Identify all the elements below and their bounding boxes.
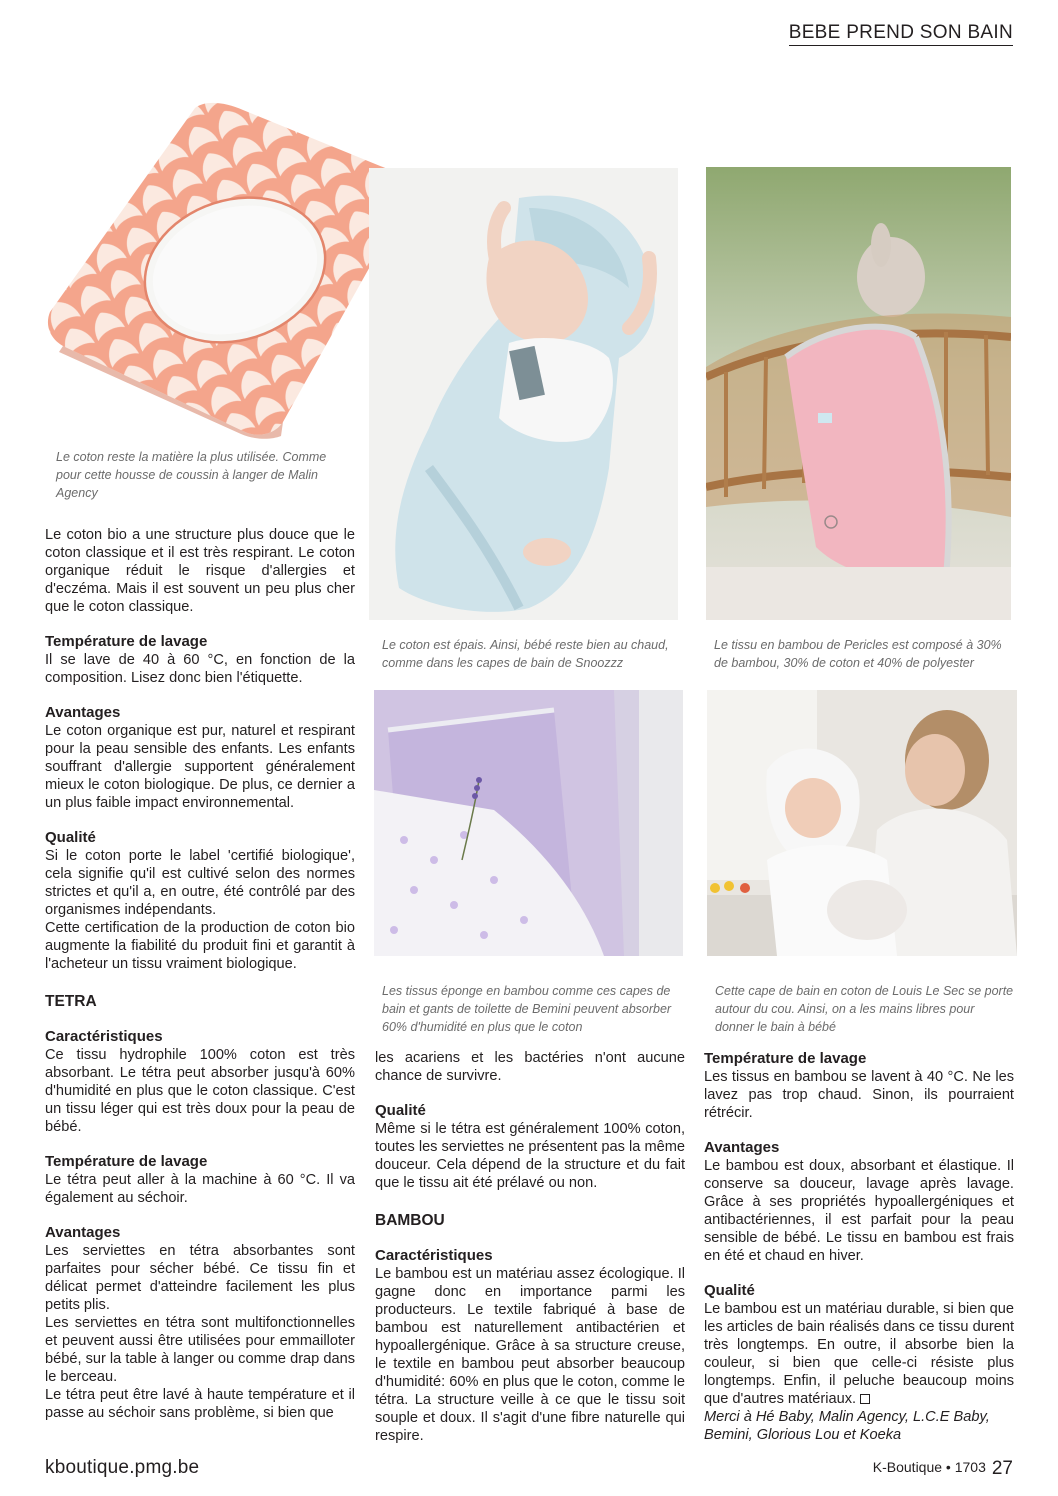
paragraph-temperature-tetra: Le tétra peut aller à la machine à 60 °C. Il va également au séchoir. [45,1172,355,1206]
caption-cushion: Le coton reste la matière la plus utilisée. Comme pour cette housse de coussin à langer de Malin Agency [56,450,327,500]
paragraph-quality-1: Si le coton porte le label 'certifié biologique', cela signifie qu'il est cultivé selon des normes strictes et qu'il a, en outre, été contrôlé par des organismes indépendants. [45,848,355,918]
subheading-quality-bambou: Qualité [704,1282,755,1299]
baby-in-bath-cape-photo [369,168,678,620]
subheading-characteristics-bambou: Caractéristiques [375,1247,493,1264]
paragraph-continuation: les acariens et les bactéries n'ont aucune chance de survivre. [375,1050,685,1084]
paragraph-characteristics: Ce tissu hydrophile 100% coton est très absorbant. Le tétra peut absorber jusqu'à 60% d'humidité en plus que le coton classique. C'est un tissu léger qui est très doux pour la peau de bébé. [45,1047,355,1135]
paragraph-advantages-tetra-1: Les serviettes en tétra absorbantes sont parfaites pour sécher bébé. Ce tissu fin et délicat permet d'atteindre facilement les plus petits plis. [45,1243,355,1313]
footer-website: kboutique.pmg.be [45,1457,200,1478]
pink-towel-on-crib-photo [706,167,1011,620]
page-section-title: BEBE PREND SON BAIN [789,22,1013,46]
paragraph-advantages: Le coton organique est pur, naturel et respirant pour la peau sensible des enfants. Les enfants souffrant d'allergie supportent généralement mieux le coton biologique. De plus, ce dernier a un plus faible impact environnemental. [45,723,355,811]
paragraph-quality-tetra: Même si le tétra est généralement 100% coton, toutes les serviettes ne présentent pas la même douceur. Cela dépend de la structure et du fait que le tissu ait été prélavé ou non. [375,1121,685,1191]
text-column-1 [45,526,355,1422]
paragraph-quality-bambou: Le bambou est un matériau durable, si bien que les articles de bain réalisés dans ce tissu durent très longtemps. En outre, il absorbe bien la couleur, si bien que celle-ci résiste plus longtemps. Enfin, il peluche beaucoup moins que d'autres matériaux. [704,1301,1014,1407]
subheading-temperature: Température de lavage [45,633,208,650]
subheading-advantages-tetra: Avantages [45,1224,121,1241]
lilac-bath-capes-photo [374,690,683,956]
subheading-quality-tetra: Qualité [375,1102,426,1119]
page-number: 27 [991,1458,1013,1479]
subheading-temperature-tetra: Température de lavage [45,1153,208,1170]
section-heading-tetra: TETRA [45,993,97,1010]
caption-bemini: Les tissus éponge en bambou comme ces capes de bain et gants de toilette de Bemini peuvent absorber 60% d'humidité en plus que le coton [382,984,672,1034]
caption-snoozzz: Le coton est épais. Ainsi, bébé reste bien au chaud, comme dans les capes de bain de Snoozzz [382,638,669,670]
end-square-icon [860,1394,870,1404]
paragraph-temperature-bambou: Les tissus en bambou se lavent à 40 °C. Ne les lavez pas trop chaud. Sinon, ils pourraient rétrécir. [704,1069,1014,1121]
subheading-quality: Qualité [45,829,96,846]
changing-cushion-photo [45,100,413,440]
paragraph-temperature: Il se lave de 40 à 60 °C, en fonction de la composition. Lisez donc bien l'étiquette. [45,652,355,686]
subheading-characteristics: Caractéristiques [45,1028,163,1045]
paragraph-advantages-tetra-2: Les serviettes en tétra sont multifonctionnelles et peuvent aussi être utilisées pour emmailloter bébé, sur la table à langer ou comme drap dans le berceau. [45,1315,355,1385]
section-heading-bambou: BAMBOU [375,1212,445,1229]
thanks-credits: Merci à Hé Baby, Malin Agency, L.C.E Baby, Bemini, Glorious Lou et Koeka [704,1409,990,1443]
text-column-2 [375,1049,685,1445]
caption-pericles: Le tissu en bambou de Pericles est composé à 30% de bambou, 30% de coton et 40% de polyester [714,638,1002,670]
subheading-advantages-bambou: Avantages [704,1139,780,1156]
intro-paragraph: Le coton bio a une structure plus douce que le coton classique et il est très respirant. Le coton organique réduit le risque d'allergies et d'eczéma. Mais il est souvent un peu plus cher que le coton classique. [45,527,355,615]
subheading-temperature-bambou: Température de lavage [704,1050,867,1067]
magazine-issue: K-Boutique • 1703 [872,1459,986,1475]
paragraph-characteristics-bambou: Le bambou est un matériau assez écologique. Il gagne donc en importance parmi les producteurs. Le textile fabriqué à base de bambou est naturellement antibactérien et hypoallergénique. Grâce à sa structure creuse, le textile en bambou peut absorber beaucoup d'humidité: 60% en plus que le coton, comme le tétra. La structure veille à ce que le tissu soit souple et doux. Il s'agit d'une fibre naturelle qui respire. [375,1266,685,1444]
text-column-3 [704,1049,1014,1444]
paragraph-advantages-bambou: Le bambou est doux, absorbant et élastique. Il conserve sa douceur, lavage après lavage. Grâce à ses propriétés hypoallergéniques et antibactériennes, il est parfait pour la peau sensible de bébé. Le tissu en bambou est frais en été et chaud en hiver. [704,1158,1014,1264]
paragraph-quality-2: Cette certification de la production de coton bio augmente la fiabilité du produit fini et garantit à l'acheteur un tissu vraiment biologique. [45,920,355,972]
caption-louis: Cette cape de bain en coton de Louis Le Sec se porte autour du cou. Ainsi, on a les mains libres pour donner le bain à bébé [715,984,1014,1034]
mother-holding-baby-photo [707,690,1017,956]
subheading-advantages: Avantages [45,704,121,721]
paragraph-advantages-tetra-3: Le tétra peut être lavé à haute température et il passe au séchoir sans problème, si bien que [45,1387,355,1421]
footer-issue [873,1458,1013,1480]
